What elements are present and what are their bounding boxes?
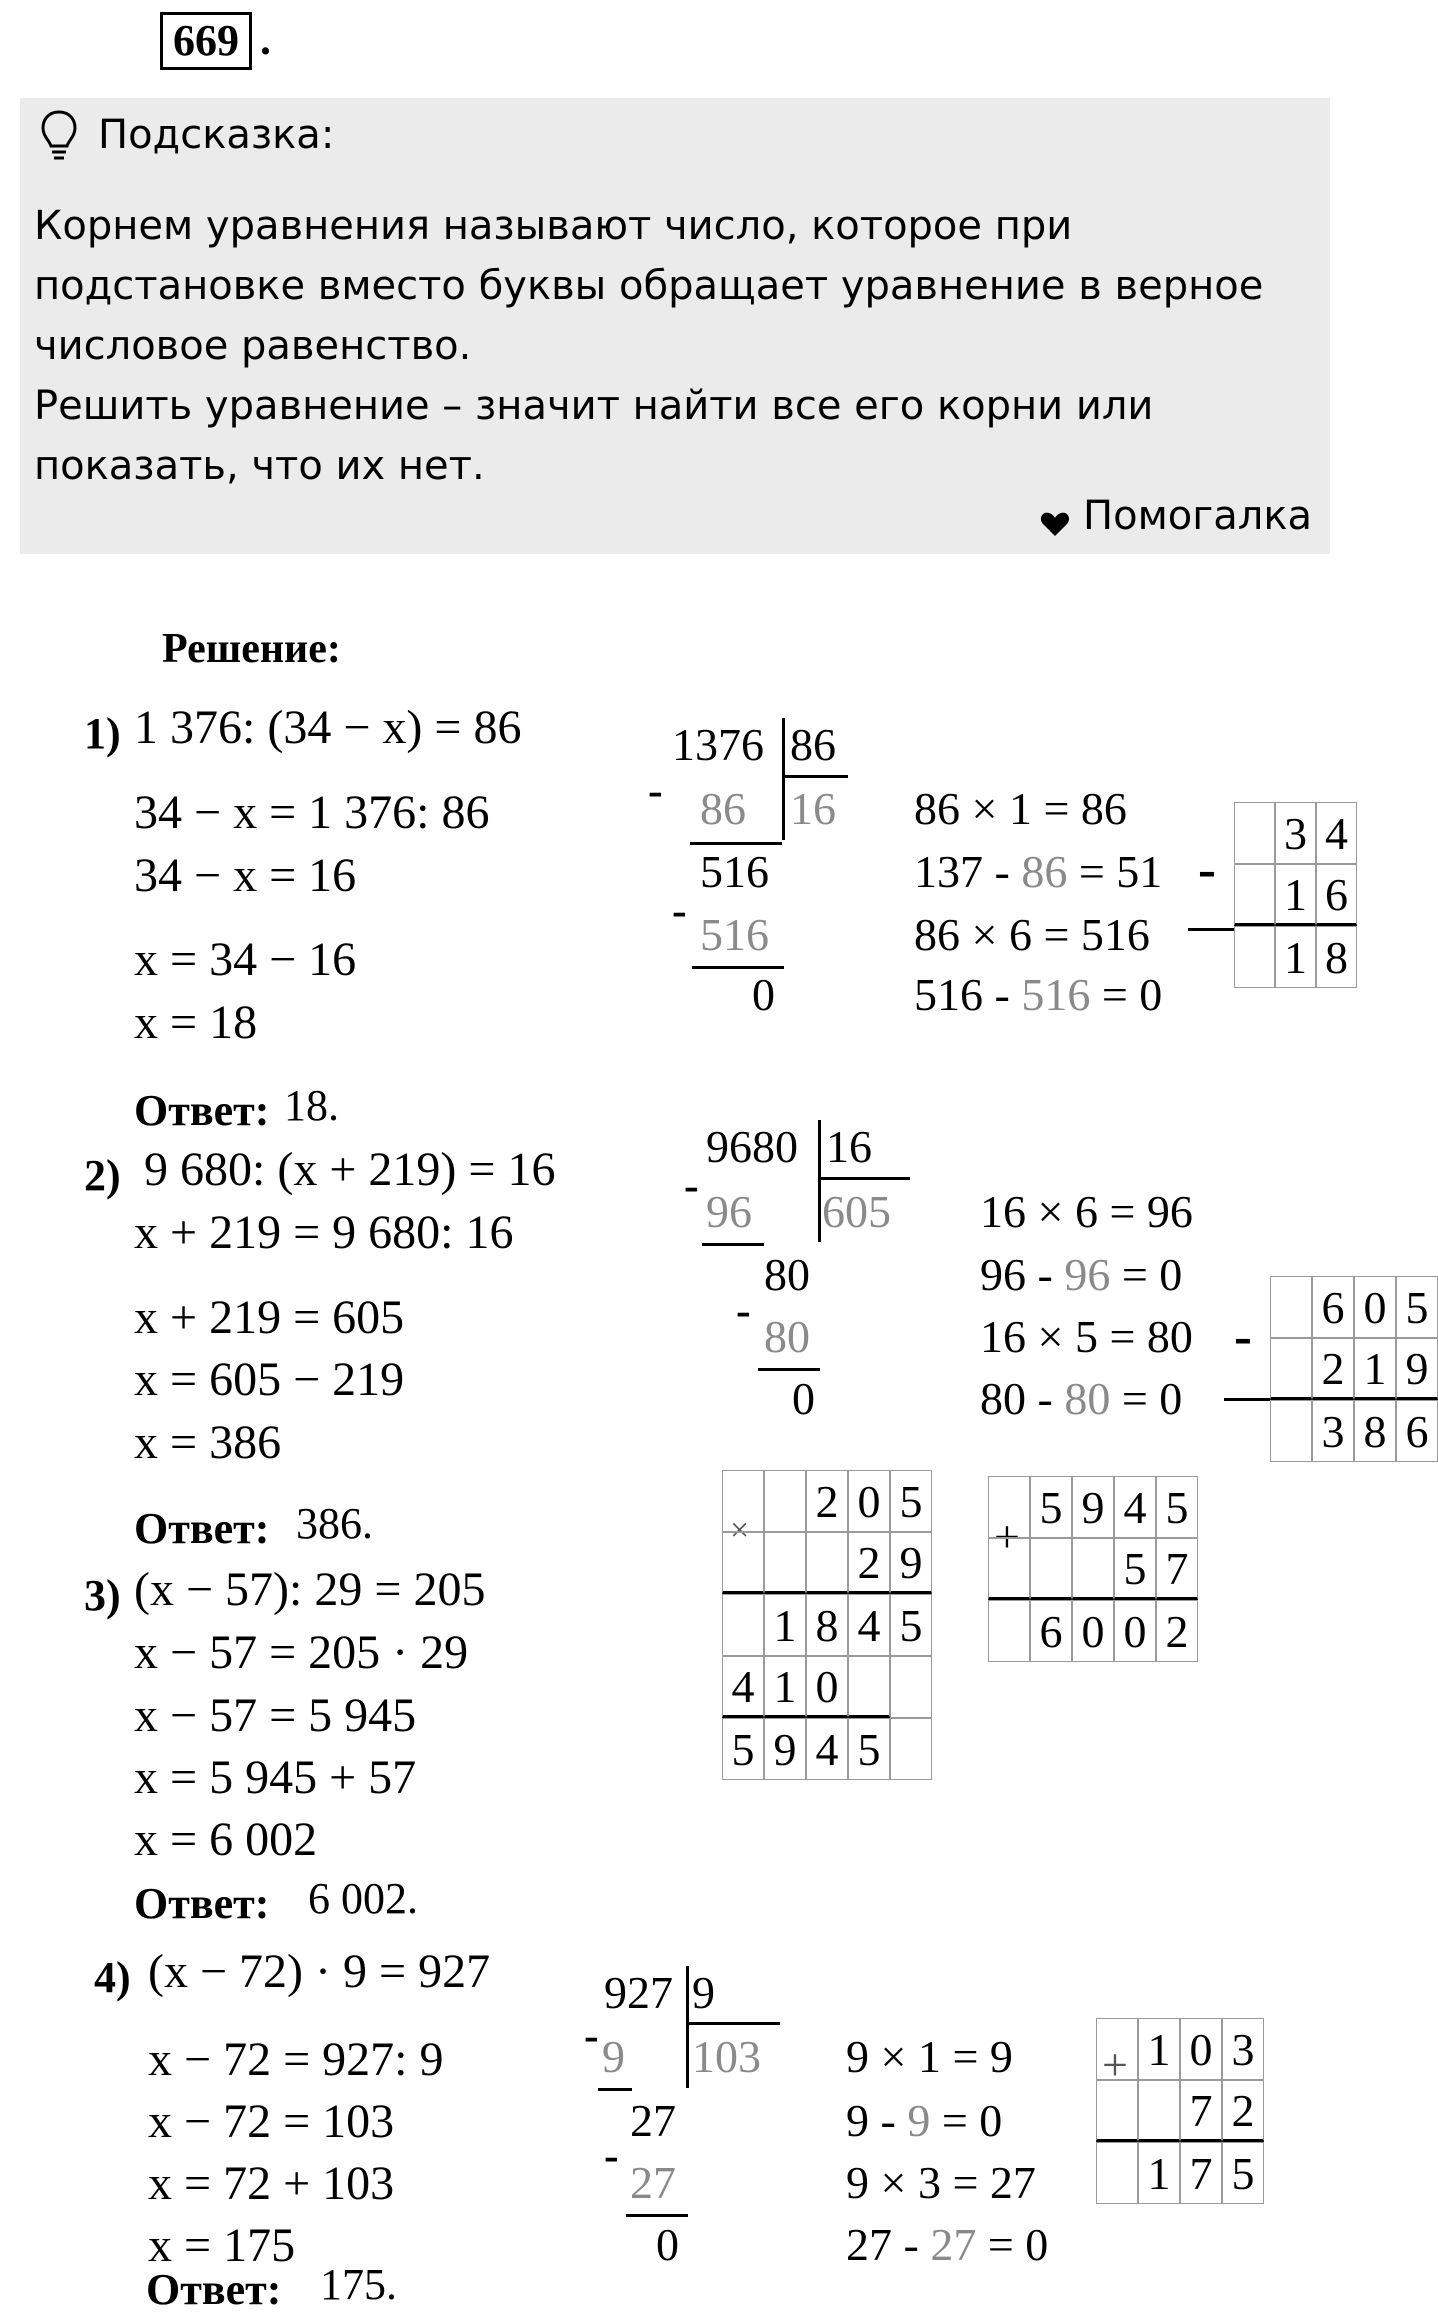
problem-1-answer-label: Ответ: bbox=[134, 1086, 270, 1135]
problem-2-answer-label: Ответ: bbox=[134, 1504, 270, 1553]
problem-3-step-2: x − 57 = 5 945 bbox=[134, 1689, 417, 1742]
check-2-line-2: 96 - 96 = 0 bbox=[980, 1249, 1183, 1300]
hint-credit: Помогалка bbox=[1083, 493, 1312, 539]
div-4-dividend: 927 bbox=[604, 1967, 673, 2018]
hint-title: Подсказка: bbox=[98, 112, 335, 158]
problem-2-step-3: x = 605 − 219 bbox=[134, 1353, 405, 1406]
div-2-remainder-1: 80 bbox=[764, 1249, 810, 1300]
problem-2-equation: 9 680: (x + 219) = 16 bbox=[144, 1143, 556, 1196]
hint-line-5: показать, что их нет. bbox=[34, 443, 485, 489]
subtraction-grid-1: 3 4 1 6 1 8 bbox=[1234, 802, 1357, 988]
problem-2-step-1: x + 219 = 9 680: 16 bbox=[134, 1206, 514, 1259]
sub-1-sign: - bbox=[1198, 839, 1216, 899]
problem-2-answer: 386. bbox=[296, 1499, 373, 1548]
add-2-sign: + bbox=[1102, 2039, 1128, 2090]
problem-3-step-4: x = 6 002 bbox=[134, 1813, 318, 1866]
div-1-dividend: 1376 bbox=[672, 719, 764, 770]
addition-grid-2: 1 0 3 7 2 1 7 5 bbox=[1096, 2018, 1264, 2204]
problem-4-answer: 175. bbox=[320, 2260, 397, 2309]
div-2-remainder: 0 bbox=[792, 1373, 815, 1424]
check-2-line-4: 80 - 80 = 0 bbox=[980, 1373, 1183, 1424]
div-1-sub-2: 516 bbox=[700, 909, 769, 960]
div-4-sub-1: 9 bbox=[602, 2031, 625, 2082]
div-4-remainder: 0 bbox=[656, 2219, 679, 2270]
task-number-dot: . bbox=[260, 15, 271, 64]
problem-3-step-3: x = 5 945 + 57 bbox=[134, 1751, 417, 1804]
problem-4-equation: (x − 72) · 9 = 927 bbox=[148, 1945, 491, 1998]
lightbulb-icon bbox=[40, 108, 78, 164]
problem-4-step-2: x − 72 = 103 bbox=[148, 2095, 395, 2148]
div-1-remainder-1: 516 bbox=[700, 846, 769, 897]
problem-1-step-3: x = 34 − 16 bbox=[134, 933, 357, 986]
div-1-remainder: 0 bbox=[752, 969, 775, 1020]
check-2-line-3: 16 × 5 = 80 bbox=[980, 1311, 1193, 1362]
check-4-line-1: 9 × 1 = 9 bbox=[846, 2031, 1013, 2082]
div-2-divisor: 16 bbox=[826, 1121, 872, 1172]
check-1-line-3: 86 × 6 = 516 bbox=[914, 909, 1150, 960]
hint-line-3: числовое равенство. bbox=[34, 323, 472, 369]
problem-1-step-2: 34 − x = 16 bbox=[134, 849, 357, 902]
div-4-remainder-1: 27 bbox=[630, 2095, 676, 2146]
subtraction-grid-2: 6 0 5 2 1 9 3 8 6 bbox=[1270, 1276, 1438, 1462]
div-1-quotient: 16 bbox=[790, 783, 836, 834]
div-4-quotient: 103 bbox=[692, 2031, 761, 2082]
check-4-line-4: 27 - 27 = 0 bbox=[846, 2219, 1049, 2270]
mul-sign: × bbox=[730, 1512, 750, 1549]
sub-2-sign: - bbox=[1234, 1306, 1252, 1366]
problem-1-answer: 18. bbox=[284, 1081, 339, 1130]
check-2-line-1: 16 × 6 = 96 bbox=[980, 1186, 1193, 1237]
problem-3-equation: (x − 57): 29 = 205 bbox=[134, 1563, 486, 1616]
div-4-sub-2: 27 bbox=[630, 2157, 676, 2208]
problem-2-label: 2) bbox=[84, 1151, 121, 1200]
problem-2-step-4: x = 386 bbox=[134, 1416, 282, 1469]
addition-grid-1: 5 9 4 5 5 7 6 0 0 2 bbox=[988, 1476, 1198, 1662]
check-1-line-2: 137 - 86 = 51 bbox=[914, 846, 1163, 897]
div-1-divisor: 86 bbox=[790, 719, 836, 770]
problem-4-step-3: x = 72 + 103 bbox=[148, 2157, 395, 2210]
task-number: 669 bbox=[160, 12, 252, 70]
problem-3-label: 3) bbox=[84, 1571, 121, 1620]
problem-1-label: 1) bbox=[84, 709, 121, 758]
hint-line-4: Решить уравнение – значит найти все его корни или bbox=[34, 383, 1154, 429]
problem-3-answer-label: Ответ: bbox=[134, 1879, 270, 1928]
problem-4-answer-label: Ответ: bbox=[146, 2265, 282, 2314]
check-4-line-2: 9 - 9 = 0 bbox=[846, 2095, 1003, 2146]
hint-box bbox=[20, 98, 1330, 554]
check-1-line-4: 516 - 516 = 0 bbox=[914, 969, 1163, 1020]
multiplication-grid: 2 0 5 2 9 1 8 4 5 4 1 0 5 9 4 5 bbox=[722, 1470, 932, 1780]
solution-title: Решение: bbox=[162, 626, 341, 672]
problem-3-step-1: x − 57 = 205 · 29 bbox=[134, 1626, 469, 1679]
check-4-line-3: 9 × 3 = 27 bbox=[846, 2157, 1036, 2208]
problem-4-label: 4) bbox=[94, 1953, 131, 2002]
div-2-quotient: 605 bbox=[822, 1186, 891, 1237]
div-4-divisor: 9 bbox=[692, 1967, 715, 2018]
check-1-line-1: 86 × 1 = 86 bbox=[914, 783, 1127, 834]
problem-1-step-4: x = 18 bbox=[134, 996, 258, 1049]
problem-2-step-2: x + 219 = 605 bbox=[134, 1291, 405, 1344]
problem-1-step-1: 34 − x = 1 376: 86 bbox=[134, 786, 490, 839]
problem-1-equation: 1 376: (34 − x) = 86 bbox=[134, 701, 522, 754]
hint-line-1: Корнем уравнения называют число, которое при bbox=[34, 203, 1073, 249]
div-1-sub-1: 86 bbox=[700, 783, 746, 834]
heart-icon bbox=[1040, 511, 1070, 537]
problem-4-step-4: x = 175 bbox=[148, 2219, 296, 2272]
div-2-sub-1: 96 bbox=[706, 1186, 752, 1237]
problem-4-step-1: x − 72 = 927: 9 bbox=[148, 2033, 444, 2086]
div-2-sub-2: 80 bbox=[764, 1311, 810, 1362]
problem-3-answer: 6 002. bbox=[308, 1874, 418, 1923]
add-1-sign: + bbox=[994, 1511, 1020, 1562]
div-2-dividend: 9680 bbox=[706, 1121, 798, 1172]
hint-line-2: подстановке вместо буквы обращает уравнение в верное bbox=[34, 263, 1264, 309]
